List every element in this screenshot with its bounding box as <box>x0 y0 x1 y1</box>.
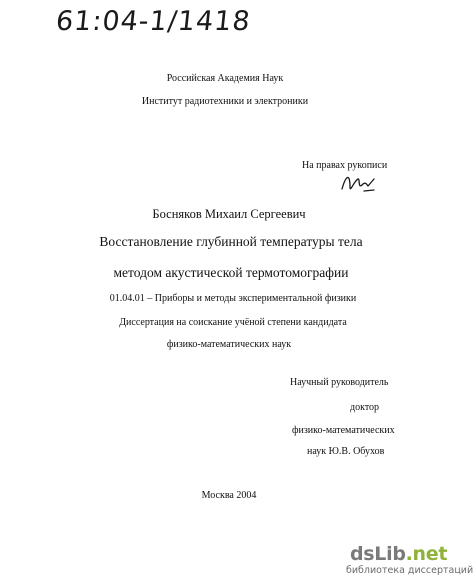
dissertation-title-line-1: Восстановление глубинной температуры тела <box>99 234 363 249</box>
watermark-logo-tld: .net <box>405 543 448 565</box>
dissertation-purpose: Диссертация на соискание учёной степени кандидата <box>119 317 347 328</box>
signature-mark <box>338 169 378 197</box>
city-and-year: Москва 2004 <box>201 490 257 501</box>
author-name: Босняков Михаил Сергеевич <box>152 207 306 221</box>
watermark-logo <box>350 543 447 565</box>
watermark-logo-main: dsLib <box>350 543 406 565</box>
specialty-code: 01.04.01 – Приборы и методы экспериментальной физики <box>109 293 357 304</box>
watermark-subtitle: библиотека диссертаций <box>346 565 473 576</box>
degree-field: физико-математических наук <box>166 339 292 350</box>
academy-name: Российская Академия Наук <box>166 73 284 84</box>
institute-name: Институт радиотехники и электроники <box>141 96 309 107</box>
manuscript-rights-note: На правах рукописи <box>302 160 388 171</box>
supervisor-name: наук Ю.В. Обухов <box>307 446 385 457</box>
supervisor-field: физико-математических <box>292 425 395 436</box>
dissertation-title-line-2: методом акустической термотомографии <box>113 265 349 280</box>
supervisor-heading: Научный руководитель <box>290 377 389 388</box>
handwritten-archive-code: 61:04-1/1418 <box>54 6 253 37</box>
supervisor-title: доктор <box>350 402 380 413</box>
